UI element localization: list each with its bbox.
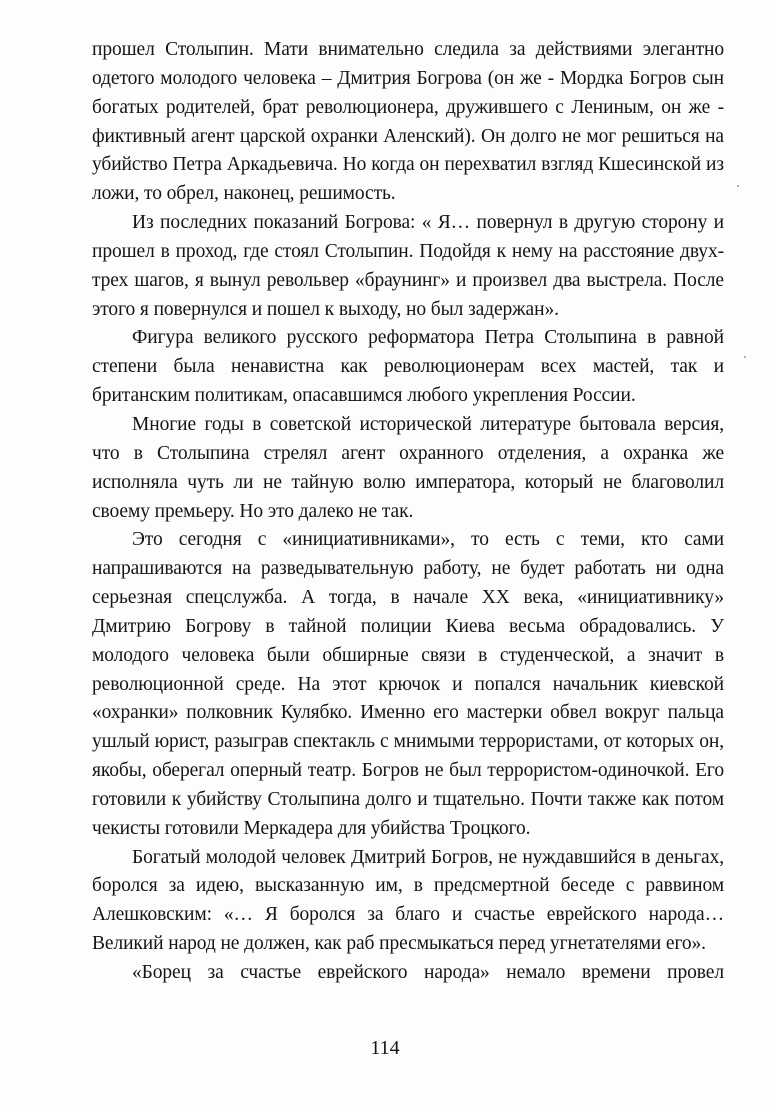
paragraph: Богатый молодой человек Дмитрий Богров, не нуждавшийся в деньгах, боролся за идею, высказанную им, в предсмертной беседе с раввином Алешковским: «… Я боролся за благо и счастье еврейского народа… Великий народ не должен, как раб пресмыкаться перед угнетателями его».: [92, 846, 724, 955]
body-text: [92, 36, 724, 988]
paragraph: Многие годы в советской исторической литературе бытовала версия, что в Столыпина стрелял агент охранного отделения, а охранка же исполняла чуть ли не тайную волю императора, который не благоволил своему премьеру. Но это далеко не так.: [92, 413, 724, 522]
page-number: 114: [370, 1037, 400, 1059]
paragraph: прошел Столыпин. Мати внимательно следила за действиями элегантно одетого молодого человека – Дмитрия Богрова (он же - Мордка Богров сын богатых родителей, брат революционера, дружившего с Лениным, он же - фиктивный агент царской охранки Аленский). Он долго не мог решиться на убийство Петра Аркадьевича. Но когда он перехватил взгляд Кшесинской из ложи, то обрел, наконец, решимость.: [92, 39, 724, 205]
paragraph: Это сегодня с «инициативниками», то есть с теми, кто сами напрашиваются на разведывательную работу, не будет работать ни одна серьезная спецслужба. А тогда, в начале XX века, «инициативнику» Дмитрию Богрову в тайной полиции Киева весьма обрадовались. У молодого человека были обширные связи в студенческой, а значит в революционной среде. На этот крючок и попался начальник киевской «охранки» полковник Кулябко. Именно его мастерки обвел вокруг пальца ушлый юрист, разыграв спектакль с мнимыми террористами, от которых он, якобы, оберегал оперный театр. Богров не был террористом-одиночкой. Его готовили к убийству Столыпина долго и тщательно. Почти также как потом чекисты готовили Меркадера для убийства Троцкого.: [92, 529, 724, 839]
paragraph: Фигура великого русского реформатора Петра Столыпина в равной степени была ненавистна как революционерам всех мастей, так и британским политикам, опасавшимся любого укрепления России.: [92, 327, 724, 407]
scan-speck: [737, 185, 739, 187]
scan-speck: [744, 356, 746, 358]
paragraph: Из последних показаний Богрова: « Я… повернул в другую сторону и прошел в проход, где стоял Столыпин. Подойдя к нему на расстояние двух-трех шагов, я вынул револьвер «браунинг» и произвел два выстрела. После этого я повернулся и пошел к выходу, но был задержан».: [92, 212, 724, 320]
paragraph: «Борец за счастье еврейского народа» немало времени провел: [132, 962, 724, 983]
